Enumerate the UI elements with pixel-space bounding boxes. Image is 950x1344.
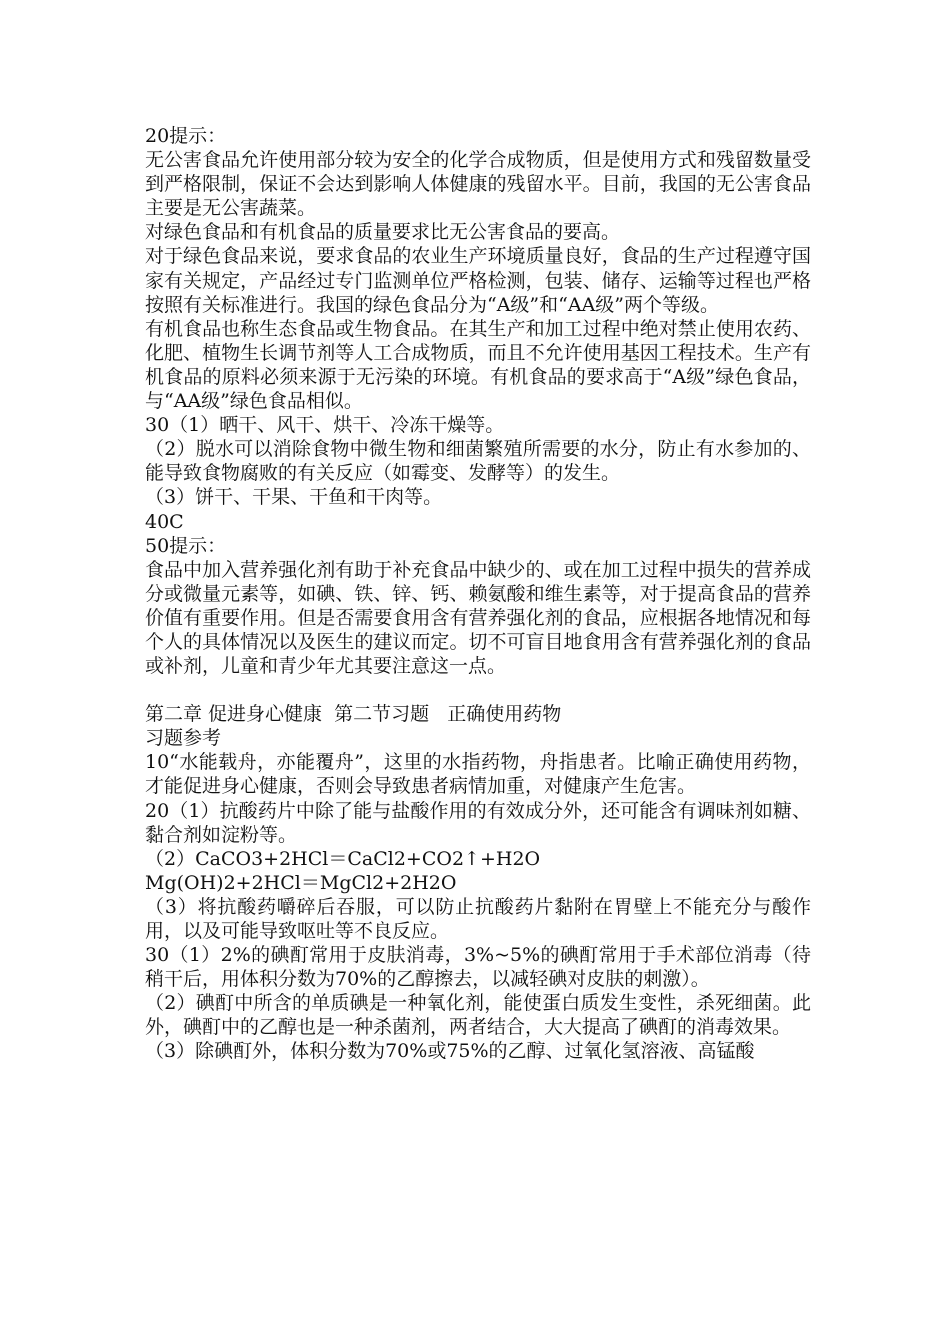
hint-20-heading: 20提示： — [145, 125, 227, 147]
answer-40: 40C — [145, 510, 184, 533]
answer-30-part2: （2）脱水可以消除食物中微生物和细菌繁殖所需要的水分，防止有水参加的、能导致食物腐败的有关反应（如霉变、发酵等）的发生。 — [145, 438, 811, 485]
answer-10: 10“水能载舟，亦能覆舟”，这里的水指药物，舟指患者。比喻正确使用药物，才能促进身心健康，否则会导致患者病情加重，对健康产生危害。 — [145, 751, 811, 798]
answer-30-part3: （3）饼干、干果、干鱼和干肉等。 — [145, 486, 443, 509]
answer-30-iodine-part3: （3）除碘酊外，体积分数为70%或75%的乙醇、过氧化氢溶液、高锰酸 — [145, 1040, 755, 1063]
answer-30-iodine-part1: 30（1）2%的碘酊常用于皮肤消毒，3%~5%的碘酊常用于手术部位消毒（待稍干后，用体积分数为70%的乙醇擦去，以减轻碘对皮肤的刺激）。 — [145, 944, 811, 991]
equation-caco3: （2）CaCO3+2HCl＝CaCl2+CO2↑+H2O — [145, 847, 541, 870]
nutrition-fortifier-paragraph: 食品中加入营养强化剂有助于补充食品中缺少的、或在加工过程中损失的营养成分或微量元素等，如碘、铁、锌、钙、赖氨酸和维生素等，对于提高食品的营养价值有重要作用。但是否需要食用含有营养强化剂的食品，应根据各地情况和每个人的具体情况以及医生的建议而定。切不可盲目地食用含有营养强化剂的食品或补剂，儿童和青少年尤其要注意这一点。 — [145, 558, 811, 678]
document-page — [145, 124, 811, 1064]
answer-30-iodine-part2: （2）碘酊中所含的单质碘是一种氧化剂，能使蛋白质发生变性，杀死细菌。此外，碘酊中的乙醇也是一种杀菌剂，两者结合，大大提高了碘酊的消毒效果。 — [145, 992, 811, 1039]
exercise-reference-heading: 习题参考 — [145, 727, 222, 750]
equation-mgoh2: Mg(OH)2+2HCl＝MgCl2+2H2O — [145, 871, 457, 894]
answer-20-part1: 20（1）抗酸药片中除了能与盐酸作用的有效成分外，还可能含有调味剂如糖、黏合剂如淀粉等。 — [145, 799, 811, 846]
section-spacer — [145, 678, 811, 702]
chapter-title: 第二章 促进身心健康 第二节习题 正确使用药物 — [145, 703, 562, 726]
pollution-free-food-paragraph: 无公害食品允许使用部分较为安全的化学合成物质，但是使用方式和残留数量受到严格限制，保证不会达到影响人体健康的残留水平。目前，我国的无公害食品主要是无公害蔬菜。 — [145, 149, 811, 220]
answer-20-part3: （3）将抗酸药嚼碎后吞服，可以防止抗酸药片黏附在胃壁上不能充分与酸作用，以及可能导致呕吐等不良反应。 — [145, 895, 811, 942]
green-food-paragraph: 对于绿色食品来说，要求食品的农业生产环境质量良好，食品的生产过程遵守国家有关规定，产品经过专门监测单位严格检测，包装、储存、运输等过程也严格按照有关标准进行。我国的绿色食品分为“A级”和“AA级”两个等级。 — [145, 245, 811, 316]
quality-requirement-paragraph: 对绿色食品和有机食品的质量要求比无公害食品的要高。 — [145, 221, 621, 244]
hint-50-heading: 50提示： — [145, 534, 227, 557]
organic-food-paragraph: 有机食品也称生态食品或生物食品。在其生产和加工过程中绝对禁止使用农药、化肥、植物生长调节剂等人工合成物质，而且不允许使用基因工程技术。生产有机食品的原料必须来源于无污染的环境。有机食品的要求高于“A级”绿色食品，与“AA级”绿色食品相似。 — [145, 317, 811, 413]
answer-30-part1: 30（1）晒干、风干、烘干、冷冻干燥等。 — [145, 414, 505, 437]
